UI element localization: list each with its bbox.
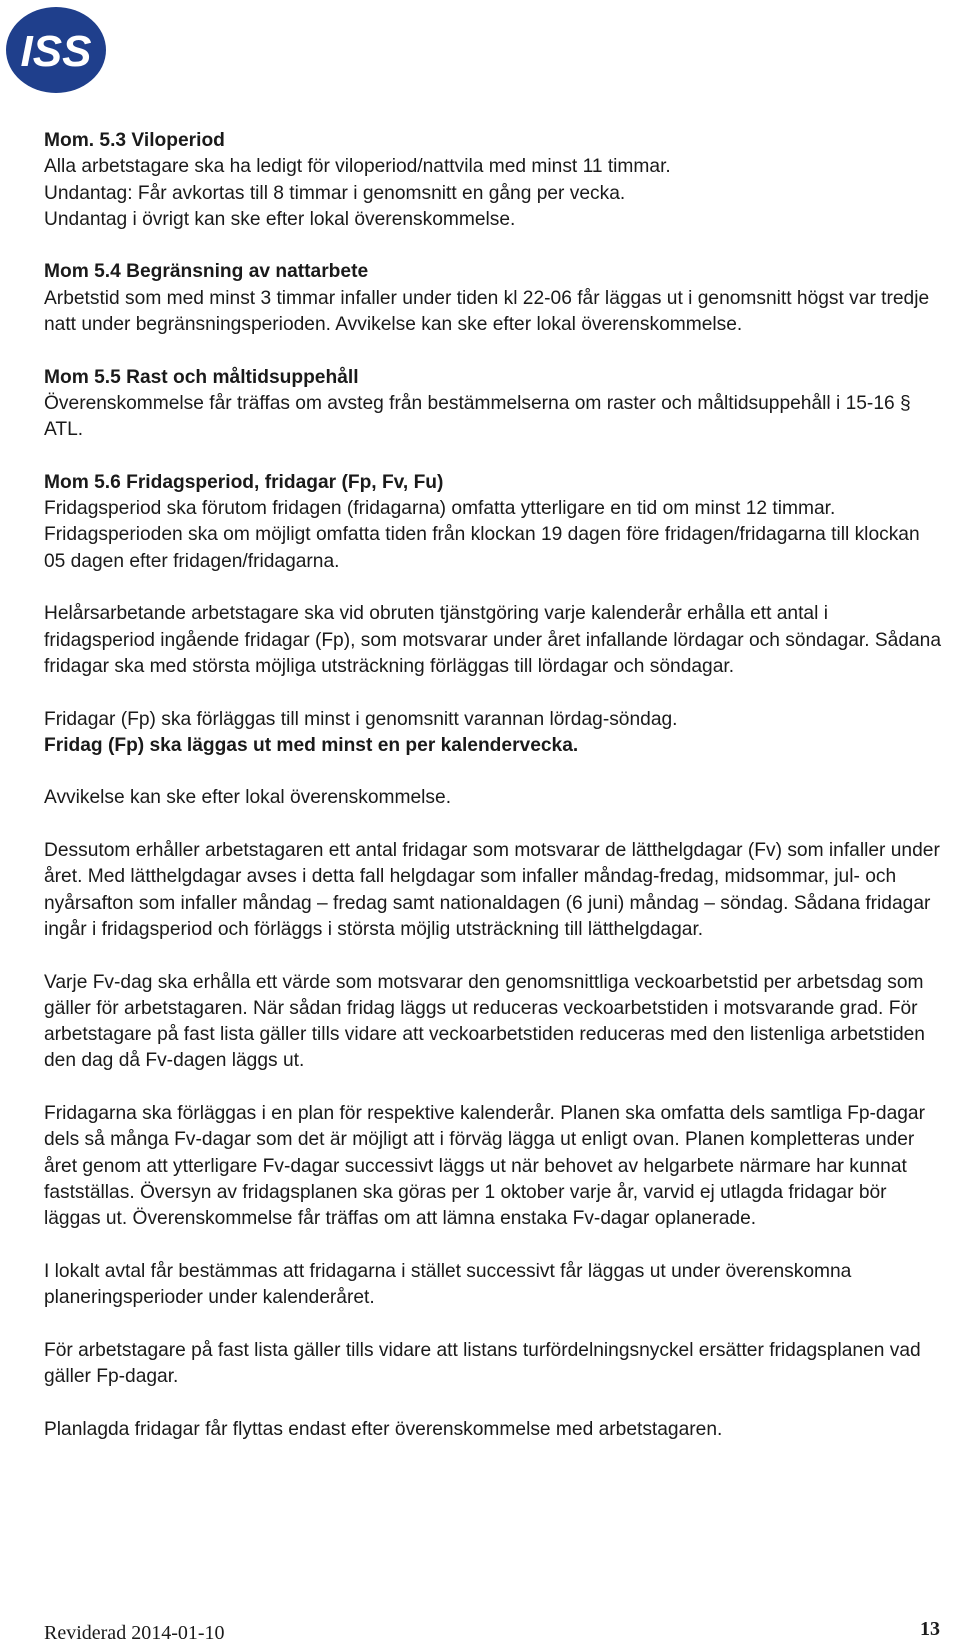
section-5-4-heading: Mom 5.4 Begränsning av nattarbete — [44, 261, 369, 283]
revision-date: Reviderad 2014-01-10 — [44, 1622, 225, 1644]
section-5-6-p3: Helårsarbetande arbetstagare ska vid obruten tjänstgöring varje kalenderår erhålla ett antal i fridagsperiod ingående fridagar (Fp), som motsvarar under året infallande lördagar och söndagar. Sådana fridagar ska med största möjliga utsträckning förläggas till lördagar och söndagar. — [44, 603, 942, 677]
section-5-6-p4-bold: Fridag (Fp) ska läggas ut med minst en per kalendervecka. — [44, 734, 579, 756]
section-5-3-heading: Mom. 5.3 Viloperiod — [44, 130, 225, 151]
section-5-6-p8: Fridagarna ska förläggas i en plan för respektive kalenderår. Planen ska omfatta dels samtliga Fp-dagar dels så många Fv-dagar som det är möjligt att i förväg lägga ut enligt ovan. Planen kompletteras under året genom att ytterligare Fv-dagar successivt läggs ut när behovet av helgarbete närmare har kunnat fastställas. Översyn av fridagsplanen ska göras per 1 oktober varje år, varvid ej utlagda fridagar bör läggas ut. Överenskommelse får träffas om att lämna enstaka Fv-dagar oplanerade. — [44, 1102, 925, 1230]
section-5-6-p10: För arbetstagare på fast lista gäller tills vidare att listans turfördelningsnyckel ersätter fridagsplanen vad gäller Fp-dagar. — [44, 1339, 921, 1387]
section-5-6-p5: Avvikelse kan ske efter lokal överenskommelse. — [44, 787, 452, 809]
section-5-6-p11: Planlagda fridagar får flyttas endast efter överenskommelse med arbetstagaren. — [44, 1418, 723, 1440]
section-5-5-heading: Mom 5.5 Rast och måltidsuppehåll — [44, 366, 359, 388]
section-5-3-line3: Undantag i övrigt kan ske efter lokal överenskommelse. — [44, 208, 516, 230]
section-5-5-text: Överenskommelse får träffas om avsteg från bestämmelserna om raster och måltidsuppehåll i 15-16 § ATL. — [44, 392, 911, 441]
section-5-6-p4: Fridagar (Fp) ska förläggas till minst i genomsnitt varannan lördag-söndag. — [44, 708, 678, 730]
section-5-6-p7: Varje Fv-dag ska erhålla ett värde som motsvarar den genomsnittliga veckoarbetstid per arbetsdag som gäller för arbetstagaren. När sådan fridag läggs ut reduceras veckoarbetstiden i motsvarande grad. För arbetstagare på fast lista gäller tills vidare att veckoarbetstiden reduceras med den listenliga arbetstiden den dag då Fv-dagen läggs ut. — [44, 971, 925, 1072]
section-5-6-p1: Fridagsperiod ska förutom fridagen (fridagarna) omfatta ytterligare en tid om minst 12 timmar. — [44, 498, 836, 520]
logo-text: ISS — [20, 27, 92, 76]
section-5-4-text: Arbetstid som med minst 3 timmar infaller under tiden kl 22-06 får läggas ut i genomsnitt högst var tredje natt under begränsningsperioden. Avvikelse kan ske efter lokal överenskommelse. — [44, 287, 930, 336]
iss-logo — [4, 4, 108, 96]
section-5-6-heading: Mom 5.6 Fridagsperiod, fridagar (Fp, Fv, Fu) — [44, 471, 444, 493]
document-body — [44, 128, 944, 1443]
page-number: 13 — [920, 1618, 940, 1640]
section-5-3-line2: Undantag: Får avkortas till 8 timmar i genomsnitt en gång per vecka. — [44, 182, 626, 204]
section-5-3-line1: Alla arbetstagare ska ha ledigt för viloperiod/nattvila med minst 11 timmar. — [44, 156, 671, 178]
section-5-6-p2: Fridagsperioden ska om möjligt omfatta tiden från klockan 19 dagen före fridagen/fridagarna till klockan 05 dagen efter fridagen/fridagarna. — [44, 524, 920, 572]
section-5-6-p6: Dessutom erhåller arbetstagaren ett antal fridagar som motsvarar de lätthelgdagar (Fv) som infaller under året. Med lätthelgdagar avses i detta fall helgdagar som infaller måndag-fredag, midsommar, jul- och nyårsafton som infaller måndag – fredag samt nationaldagen (6 juni) måndag – söndag. Sådana fridagar ingår i fridagsperiod och förläggs i största möjlig utsträckning till lätthelgdagar. — [44, 840, 940, 940]
section-5-6-p9: I lokalt avtal får bestämmas att fridagarna i stället successivt får läggas ut under överenskomna planeringsperioder under kalenderåret. — [44, 1260, 852, 1309]
